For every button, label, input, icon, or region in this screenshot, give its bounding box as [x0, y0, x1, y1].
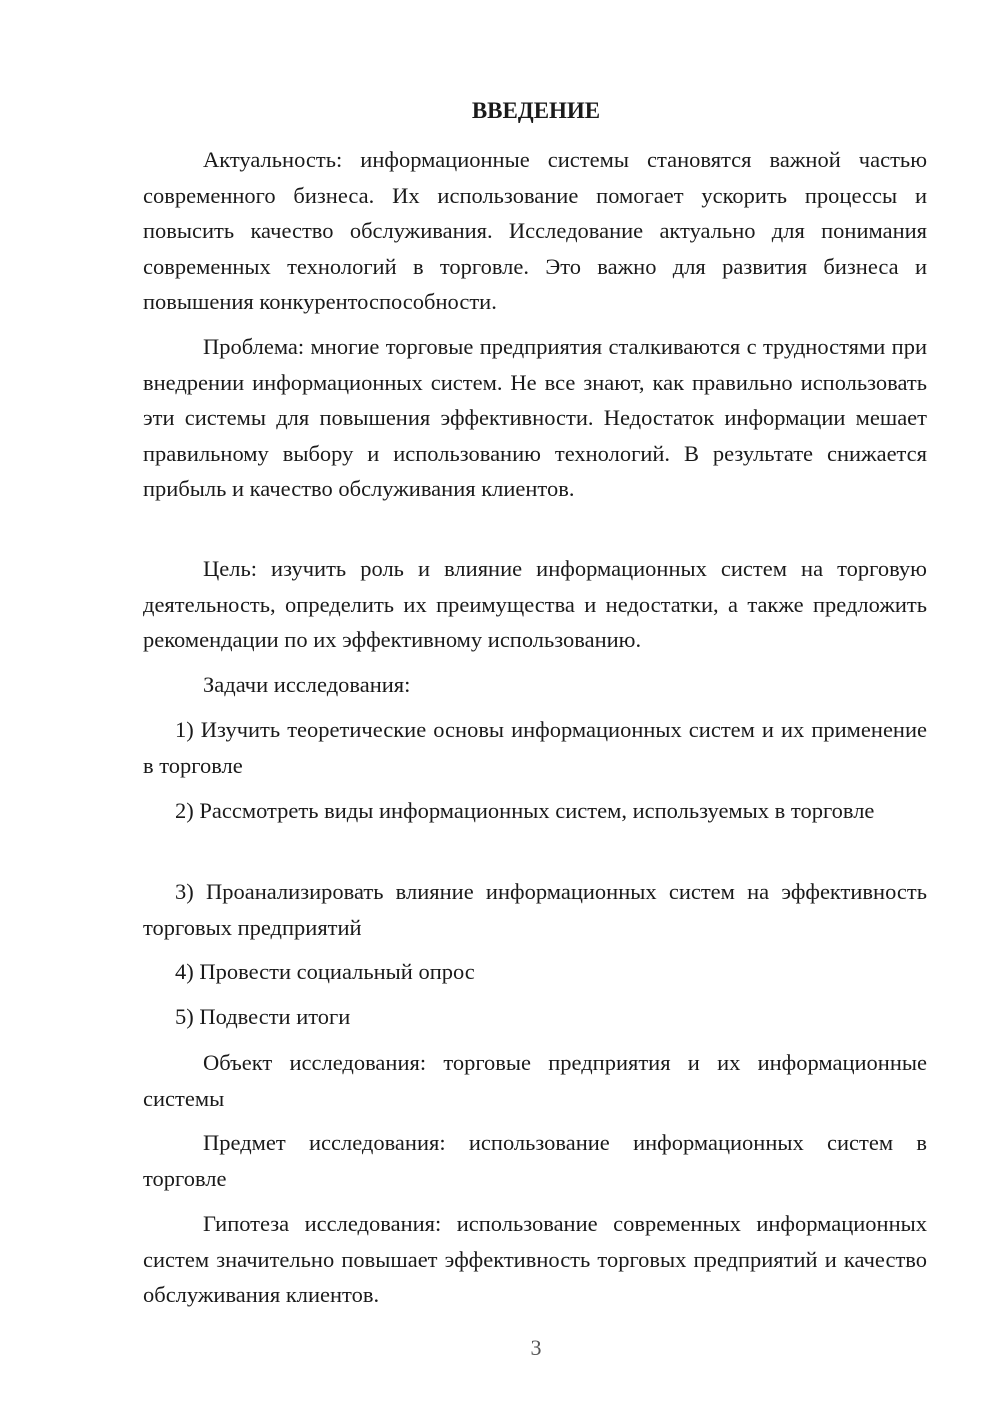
- page-number: 3: [530, 1335, 542, 1360]
- paragraph-relevance: Актуальность: информационные системы становятся важной частью современного бизнеса. Их использование помогает ускорить процессы и повысить качество обслуживания. Исследование актуально для понимания современных технологий в торговле. Это важно для развития бизнеса и повышения конкурентоспособности.: [143, 147, 927, 314]
- section-heading: ВВЕДЕНИЕ: [471, 98, 601, 123]
- paragraph-object: Объект исследования: торговые предприятия и их информационные системы: [143, 1050, 927, 1111]
- tasks-heading: Задачи исследования:: [203, 672, 411, 697]
- task-item: 1) Изучить теоретические основы информационных систем и их применение в торговле: [143, 717, 927, 778]
- task-item: 2) Рассмотреть виды информационных систем, используемых в торговле: [175, 798, 875, 823]
- paragraph-problem: Проблема: многие торговые предприятия сталкиваются с трудностями при внедрении информационных систем. Не все знают, как правильно использовать эти системы для повышения эффективности. Недостаток информации мешает правильному выбору и использованию технологий. В результате снижается прибыль и качество обслуживания клиентов.: [143, 334, 927, 501]
- paragraph-hypothesis: Гипотеза исследования: использование современных информационных систем значительно повышает эффективность торговых предприятий и качество обслуживания клиентов.: [143, 1211, 927, 1307]
- task-item: 4) Провести социальный опрос: [175, 959, 475, 984]
- paragraph-subject: Предмет исследования: использование информационных систем в торговле: [143, 1130, 927, 1191]
- paragraph-goal: Цель: изучить роль и влияние информационных систем на торговую деятельность, определить их преимущества и недостатки, а также предложить рекомендации по их эффективному использованию.: [143, 556, 927, 652]
- task-item: 3) Проанализировать влияние информационных систем на эффективность торговых предприятий: [143, 879, 927, 940]
- task-item: 5) Подвести итоги: [175, 1004, 351, 1029]
